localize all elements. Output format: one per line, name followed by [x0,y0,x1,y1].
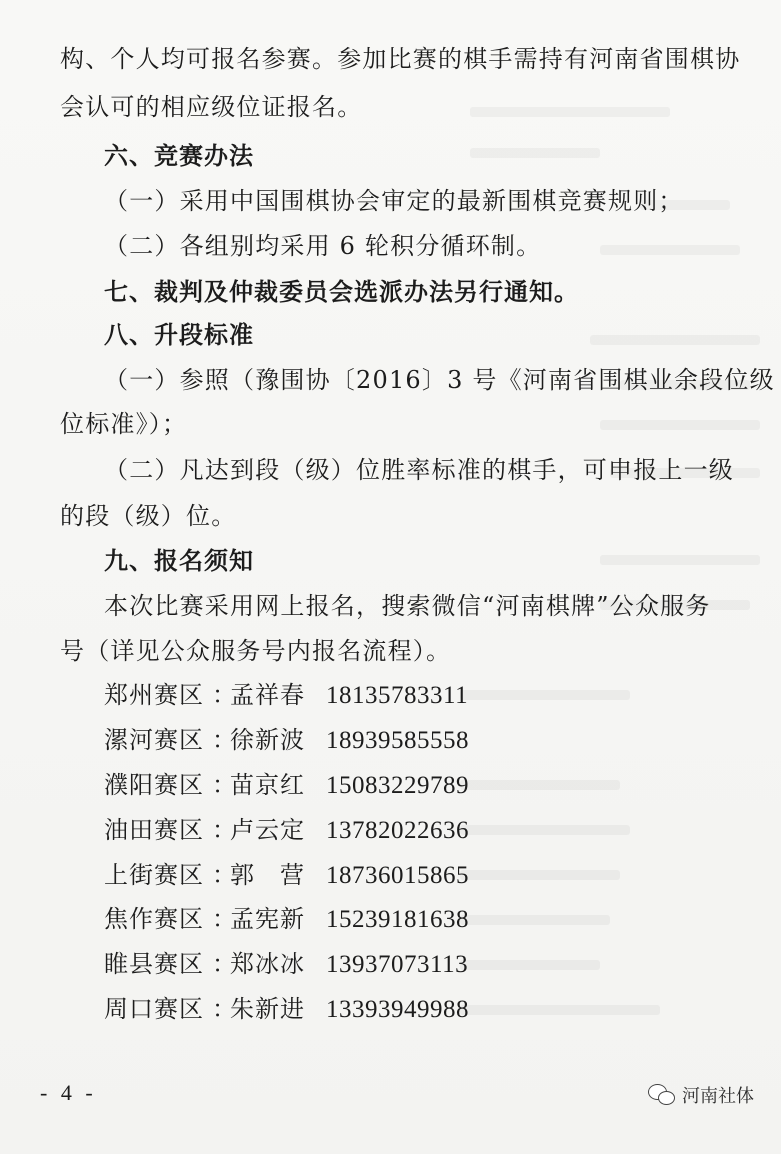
contact-region: 焦作赛区 [104,905,204,933]
contact-region: 油田赛区 [104,816,204,844]
contact-row [104,680,468,711]
contact-row [104,904,469,935]
body-line-8: 的段（级）位。 [60,502,237,530]
contact-row [104,815,469,846]
contact-person: 卢云定 [230,816,305,844]
body-line-2: 会认可的相应级位证报名。 [60,93,363,121]
contact-colon: ： [212,816,236,844]
contact-person: 孟宪新 [230,905,305,933]
contact-phone: 13782022636 [326,817,469,844]
body-line-5: （一）参照（豫围协〔2016〕3 号《河南省围棋业余段位级 [104,366,775,394]
contact-person: 徐新波 [230,726,305,754]
section-heading-6: 六、竞赛办法 [104,141,254,170]
contact-colon: ： [212,995,236,1023]
account-watermark [648,1082,754,1108]
contact-colon: ： [212,726,236,754]
body-line-7: （二）凡达到段（级）位胜率标准的棋手，可申报上一级 [104,456,734,484]
contact-region: 睢县赛区 [104,950,204,978]
contact-person: 郭 营 [230,861,305,889]
contact-colon: ： [212,771,236,799]
contact-region: 上街赛区 [104,861,204,889]
contact-phone: 13393949988 [326,996,469,1023]
section-heading-8: 八、升段标准 [104,320,254,349]
contact-colon: ： [212,950,236,978]
contact-person: 苗京红 [230,771,305,799]
wechat-icon [648,1084,676,1106]
body-line-6: 位标准》）； [60,410,188,438]
contact-row [104,770,469,801]
contact-phone: 18135783311 [326,682,469,709]
contact-row [104,860,469,891]
contact-colon: ： [212,905,236,933]
contact-region: 周口赛区 [104,995,204,1023]
watermark-text: 河南社体 [682,1086,754,1107]
contact-phone: 18939585558 [326,727,469,754]
contact-row [104,949,468,980]
contact-person: 孟祥春 [230,681,305,709]
contact-person: 郑冰冰 [230,950,305,978]
contact-region: 漯河赛区 [104,726,204,754]
contact-row [104,725,469,756]
contact-row [104,994,469,1025]
contact-phone: 15083229789 [326,772,469,799]
section-heading-7: 七、裁判及仲裁委员会选派办法另行通知。 [104,277,579,306]
contact-colon: ： [212,861,236,889]
contact-phone: 13937073113 [326,951,469,978]
contact-colon: ： [212,681,236,709]
body-line-4: （二）各组别均采用 6 轮积分循环制。 [104,232,542,260]
body-line-10: 号（详见公众服务号内报名流程）。 [60,637,452,665]
section-heading-9: 九、报名须知 [104,546,254,575]
body-line-3: （一）采用中国围棋协会审定的最新围棋竞赛规则； [104,187,684,215]
page-number: - 4 - [40,1080,97,1105]
contact-phone: 15239181638 [326,906,469,933]
contact-person: 朱新进 [230,995,305,1023]
contact-region: 濮阳赛区 [104,771,204,799]
contact-phone: 18736015865 [326,862,469,889]
contact-region: 郑州赛区 [104,681,204,709]
body-line-9: 本次比赛采用网上报名，搜索微信“河南棋牌”公众服务 [104,592,711,620]
body-line-1: 构、个人均可报名参赛。参加比赛的棋手需持有河南省围棋协 [60,45,741,73]
